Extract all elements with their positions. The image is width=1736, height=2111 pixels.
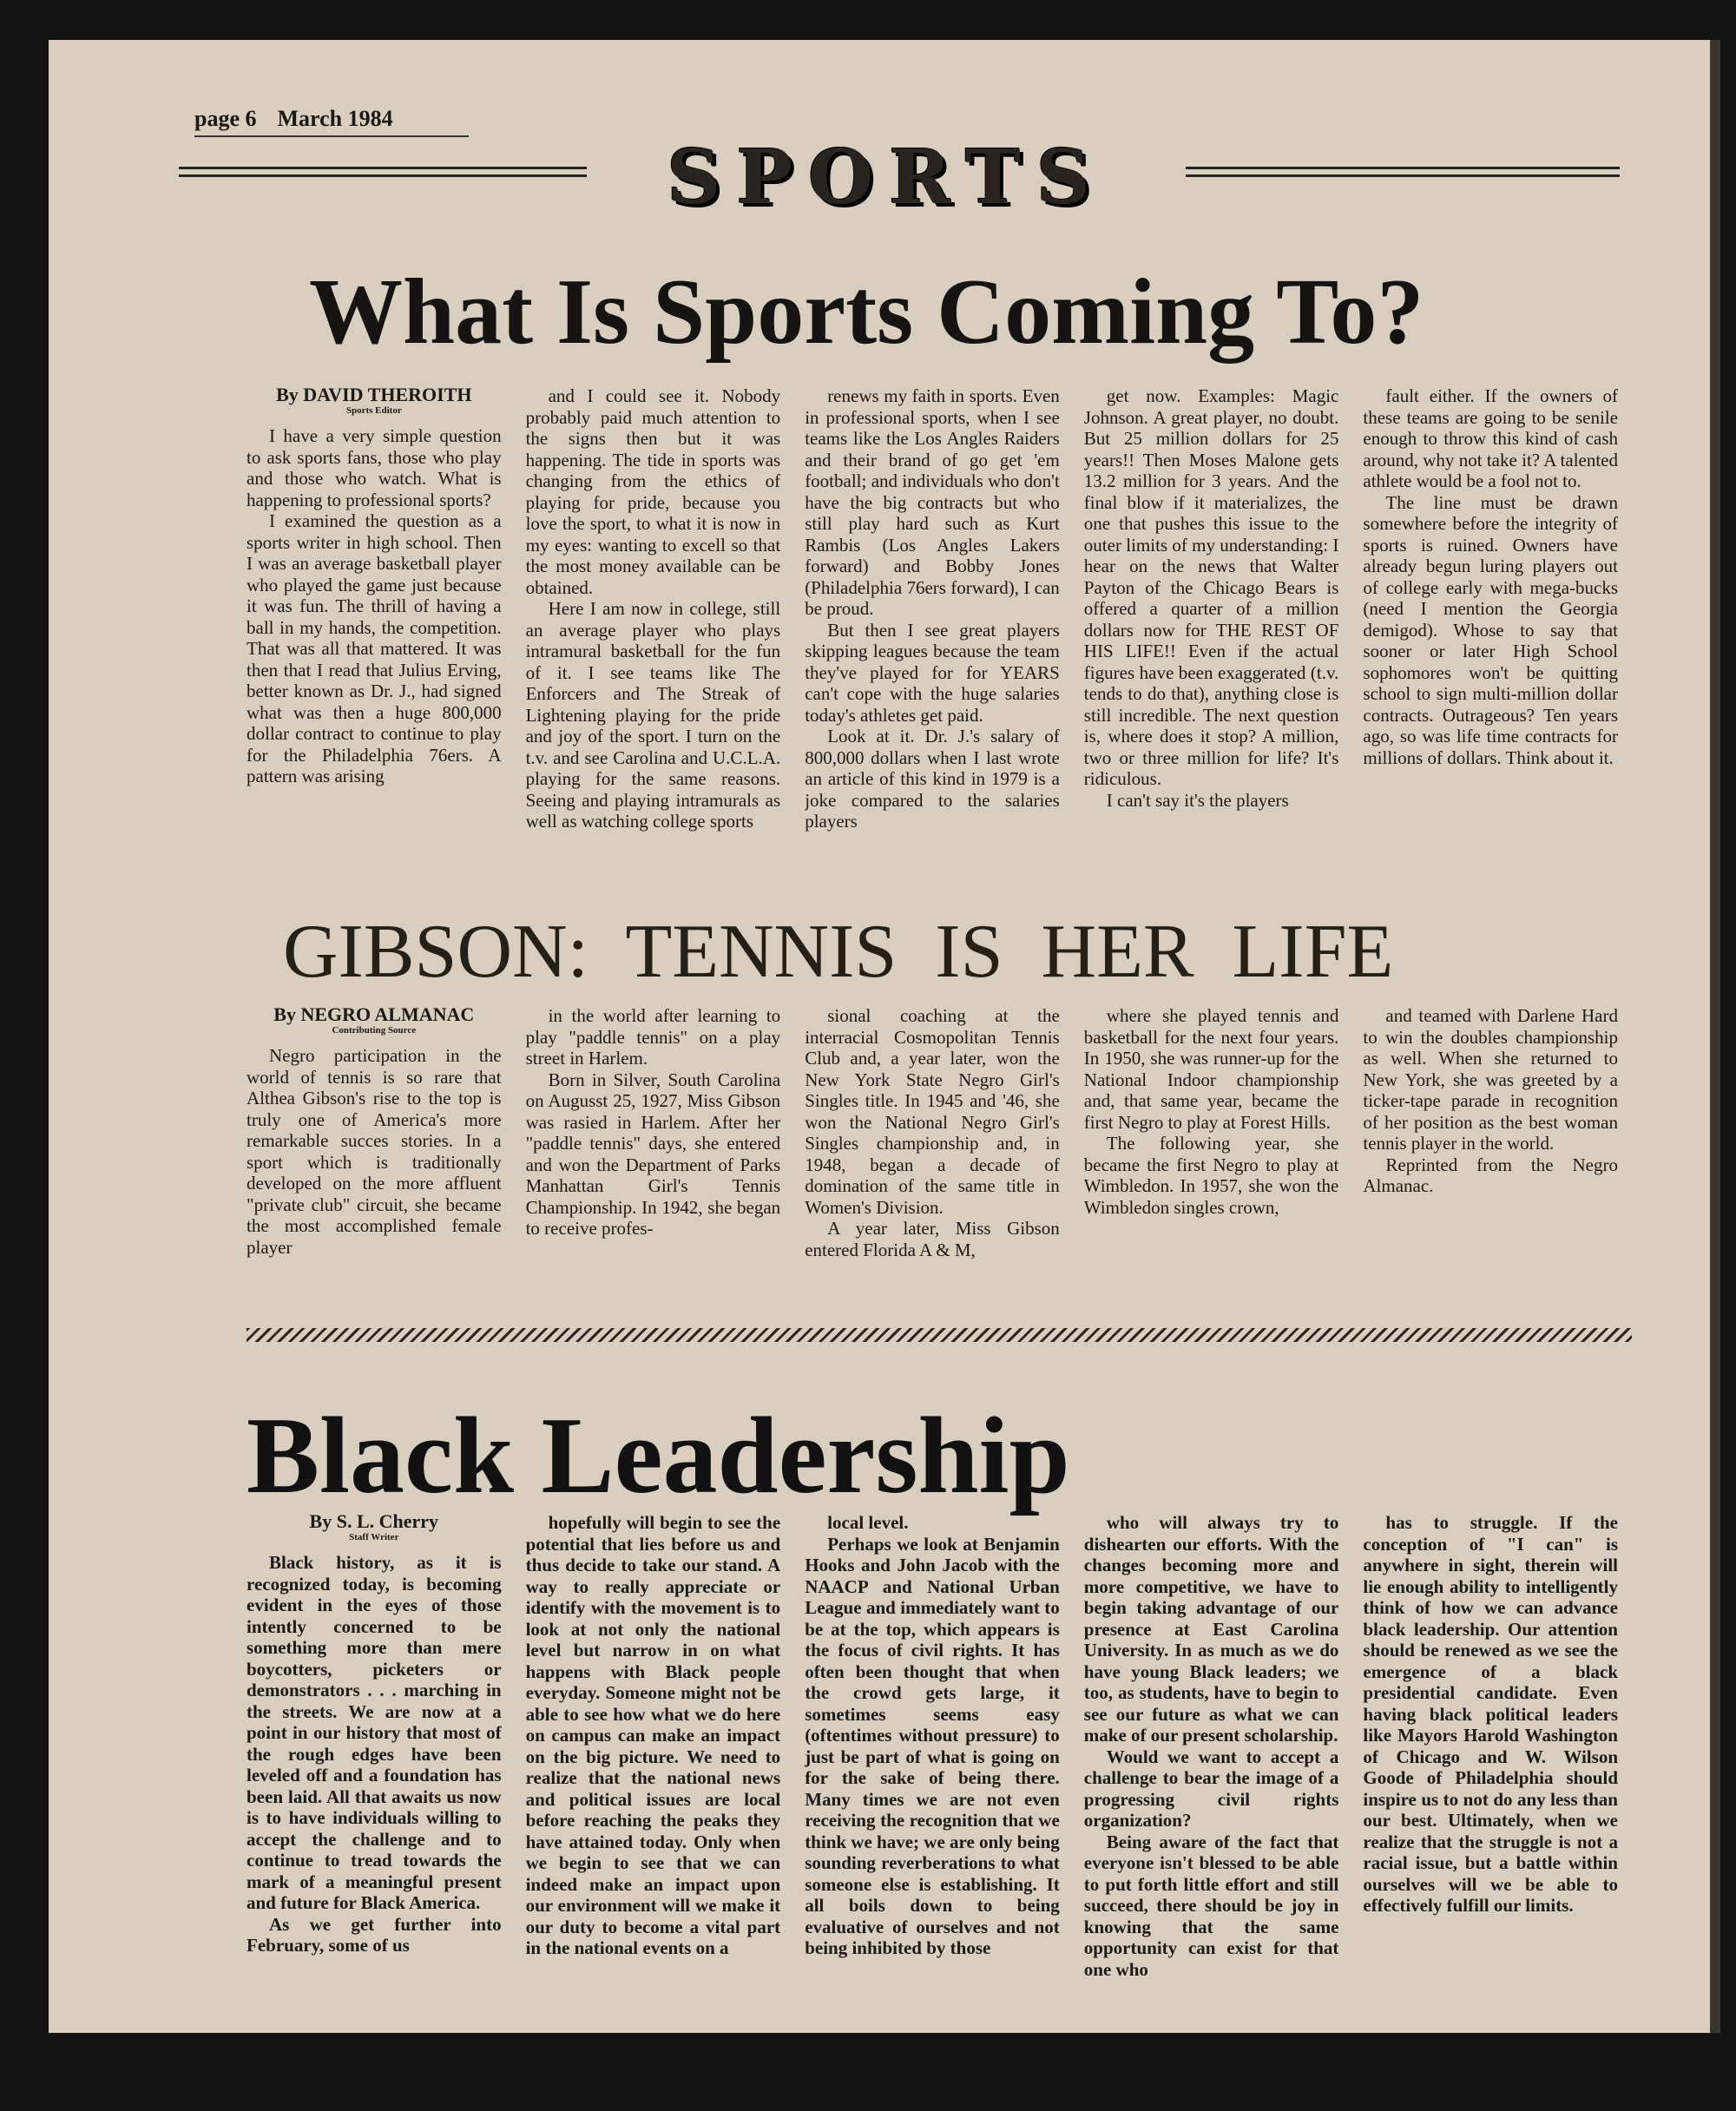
paragraph: But then I see great players skipping leagues because the team they've played for for YEARS can't cope with the huge salaries today's athletes get paid.	[805, 619, 1060, 726]
column	[247, 1512, 502, 1980]
byline-role: Sports Editor	[345, 405, 402, 416]
column-text	[1084, 385, 1339, 811]
column	[805, 1512, 1060, 1980]
paragraph: Born in Silver, South Carolina on Augusst 25, 1927, Miss Gibson was rasied in Harlem. After her "paddle tennis" days, she entered and won the Department of Parks Manhattan Girl's Tennis Championship. In 1942, she began to receive profes-	[525, 1069, 781, 1239]
column	[526, 1005, 781, 1260]
paragraph: hopefully will begin to see the potential that lies before us and thus decide to take our stand. A way to really appreciate or identify with the movement is to look at not only the national level but narrow in on what happens with Black people everyday. Someone might not be able to see how what we do here on campus can make an impact on the big picture. We need to realize that the national news and political issues are local before reaching the peaks they have attained today. Only when we begin to see that we can indeed make an impact upon our environment will we make it our duty to become a vital part in the national events on a	[525, 1512, 781, 1958]
byline-role: Staff Writer	[349, 1532, 399, 1542]
column-text	[247, 425, 502, 787]
article-gibson	[247, 1005, 1618, 1260]
paragraph: renews my faith in sports. Even in professional sports, when I see teams like the Los Angles Raiders and their brand of go get 'em football; and individuals who don't have the big contracts but who still play hard such as Kurt Rambis (Los Angles Lakers forward) and Bobby Jones (Philadelphia 76ers forward), I can be proud.	[805, 385, 1060, 619]
column-text	[805, 1512, 1060, 1959]
paragraph: I can't say it's the players	[1106, 789, 1289, 811]
column-text	[247, 1045, 502, 1258]
column	[247, 1005, 502, 1260]
column-text	[526, 385, 781, 832]
column-text	[1084, 1512, 1339, 1980]
paragraph: who will always try to dishearten our efforts. With the changes becoming more and more competitive, we have to begin taking advantage of our presence at East Carolina University. In as much as we do have young Black leaders; we too, as students, have to begin to see our future as what we can make of our present scholarship.	[1083, 1512, 1339, 1746]
column	[526, 385, 781, 832]
column-text	[1084, 1005, 1339, 1218]
column	[247, 385, 502, 832]
paragraph: Reprinted from the Negro Almanac.	[1363, 1154, 1618, 1196]
paragraph: and teamed with Darlene Hard to win the doubles championship as well. When she returned to New York, she was greeted by a ticker-tape parade in recognition of her position as the best woman tennis player in the world.	[1363, 1005, 1618, 1154]
paragraph: Black history, as it is recognized today, is becoming evident in the eyes of those intently concerned to be something more than mere boycotters, picketers or demonstrators . . . marching in the streets. We are now at a point in our history that most of the rough edges have been leveled off and a foundation has been laid. All that awaits us now is to have individuals willing to accept the challenge and to continue to tread towards the mark of a meaningful present and future for Black America.	[247, 1552, 502, 1913]
column-text	[805, 385, 1060, 832]
paragraph: Being aware of the fact that everyone isn't blessed to be able to put forth little effort and still succeed, there should be joy in knowing that the same opportunity can exist for that one who	[1083, 1831, 1339, 1980]
column-text	[1363, 385, 1618, 768]
paragraph: Would we want to accept a challenge to bear the image of a progressing civil rights organization?	[1083, 1746, 1339, 1831]
masthead-rule-left	[179, 167, 587, 177]
paragraph: and I could see it. Nobody probably paid much attention to the signs then but it was happening. The tide in sports was changing from the ethics of playing for pride, because you love the sport, to what it is now in my eyes: wanting to excell so that the most money available can be obtained.	[525, 385, 781, 598]
paragraph: I have a very simple question to ask sports fans, those who play and those who watch. What is happening to professional sports?	[247, 425, 502, 510]
paragraph: where she played tennis and basketball for the next four years. In 1950, she was runner-up for the National Indoor championship and, that same year, became the first Negro to play at Forest Hills.	[1083, 1005, 1339, 1133]
column	[1084, 385, 1339, 832]
paragraph: get now. Examples: Magic Johnson. A great player, no doubt. But 25 million dollars for 25 years!! Then Moses Malone gets 13.2 million for 3 years. And the final blow if it materializes, the one that pushes this issue to the outer limits of my understanding: I hear on the news that Walter Payton of the Chicago Bears is offered a quarter of a million dollars now for THE REST OF HIS LIFE!! Even if the actual figures have been exaggerated (t.v. tends to do that), anything close is still incredible. The next question is, where does it stop? A million, two or three million for life? It's ridiculous.	[1083, 385, 1339, 789]
headline-black-leadership: Black Leadership	[247, 1396, 1070, 1516]
paragraph: The following year, she became the first Negro to play at Wimbledon. In 1957, she won the Wimbledon singles crown,	[1083, 1133, 1339, 1218]
column-text	[1363, 1005, 1618, 1197]
byline-role: Contributing Source	[332, 1025, 417, 1036]
byline: By NEGRO ALMANAC	[273, 1005, 475, 1025]
folio	[194, 106, 469, 137]
column	[805, 1005, 1060, 1260]
headline-gibson: GIBSON: TENNIS IS HER LIFE	[283, 910, 1394, 994]
decorative-divider	[247, 1328, 1632, 1342]
paragraph: Look at it. Dr. J.'s salary of 800,000 dollars when I last wrote an article of this kind in 1979 is a joke compared to the salaries players	[805, 726, 1060, 832]
section-masthead: SPORTS	[667, 134, 1106, 221]
byline: By DAVID THEROITH	[276, 385, 472, 405]
paragraph: As we get further into February, some of us	[247, 1913, 502, 1956]
paragraph: sional coaching at the interracial Cosmopolitan Tennis Club and, a year later, won the New York State Negro Girl's Singles title. In 1945 and '46, she won the National Negro Girl's Singles championship and, in 1948, began a decade of domination of the same title in Women's Division.	[805, 1005, 1060, 1218]
paragraph: Negro participation in the world of tennis is so rare that Althea Gibson's rise to the top is truly one of America's more remarkable succes stories. In a sport which is traditionally developed on the more affluent "private club" circuit, she became the most accomplished female player	[247, 1045, 502, 1258]
column-text	[247, 1552, 502, 1956]
column	[1363, 1005, 1618, 1260]
column-text	[1363, 1512, 1618, 1917]
paragraph: I examined the question as a sports writer in high school. Then I was an average basketball player who played the game just because it was fun. The thrill of having a ball in my hands, the competition. That was all that mattered. It was then that I read that Julius Erving, better known as Dr. J., had signed what was then a huge 800,000 dollar contract to continue to play for the Philadelphia 76ers. A pattern was arising	[247, 510, 502, 786]
article-black-leadership	[247, 1512, 1618, 1980]
column	[1363, 1512, 1618, 1980]
paragraph: fault either. If the owners of these teams are going to be senile enough to throw this kind of cash around, why not take it? A talented athlete would be a fool not to.	[1363, 385, 1618, 491]
paragraph: Here I am now in college, still an average player who plays intramural basketball for the fun of it. I see teams like The Enforcers and The Streak of Lightening playing for the pride and joy of the sport. I turn on the t.v. and see Carolina and U.C.L.A. playing for the same reasons. Seeing and playing intramurals as well as watching college sports	[525, 598, 781, 832]
column	[1363, 385, 1618, 832]
paragraph: in the world after learning to play "paddle tennis" on a play street in Harlem.	[525, 1005, 781, 1069]
column	[1084, 1005, 1339, 1260]
paragraph: Perhaps we look at Benjamin Hooks and John Jacob with the NAACP and National Urban League and immediately want to be at the top, which appears is the focus of civil rights. It has often been thought that when the crowd gets large, it sometimes seems easy (oftentimes without pressure) to just be part of what is going on for the sake of being there. Many times we are not even receiving the recognition that we think we have; we are only being sounding reverberations to what someone else is establishing. It all boils down to being evaluative of ourselves and not being inhibited by those	[805, 1533, 1060, 1958]
newspaper-page	[49, 40, 1720, 2033]
binding-edge	[1710, 40, 1720, 2033]
column	[1084, 1512, 1339, 1980]
paragraph: has to struggle. If the conception of "I can" is anywhere in sight, therein will lie enough ability to intelligently think of how we can advance black leadership. Our attention should be renewed as we see the emergence of a black presidential candidate. Even having black political leaders like Mayors Harold Washington of Chicago and W. Wilson Goode of Philadelphia should inspire us to not do any less than our best. Ultimately, when we realize that the struggle is not a racial issue, but a battle within ourselves will we be able to effectively fulfill our limits.	[1363, 1512, 1618, 1916]
column	[805, 385, 1060, 832]
column	[526, 1512, 781, 1980]
masthead-rule-right	[1186, 167, 1620, 177]
paragraph: The line must be drawn somewhere before the integrity of sports is ruined. Owners have already begun luring players out of college early with mega-bucks (need I mention the Georgia demigod). Whose to say that sooner or later High School sophomores won't be quitting school to sign multi-million dollar contracts. Outrageous? Ten years ago, so was life time contracts for millions of dollars. Think about it.	[1363, 491, 1618, 768]
headline-sports: What Is Sports Coming To?	[309, 260, 1424, 364]
issue-date: March 1984	[277, 106, 393, 131]
paragraph: A year later, Miss Gibson entered Florida A & M,	[805, 1218, 1060, 1260]
column-text	[805, 1005, 1060, 1260]
article-sports	[247, 385, 1618, 832]
page-number: page 6	[194, 106, 257, 131]
column-text	[526, 1005, 781, 1240]
byline: By S. L. Cherry	[309, 1512, 439, 1532]
column-text	[526, 1512, 781, 1959]
paragraph: local level.	[827, 1512, 909, 1533]
